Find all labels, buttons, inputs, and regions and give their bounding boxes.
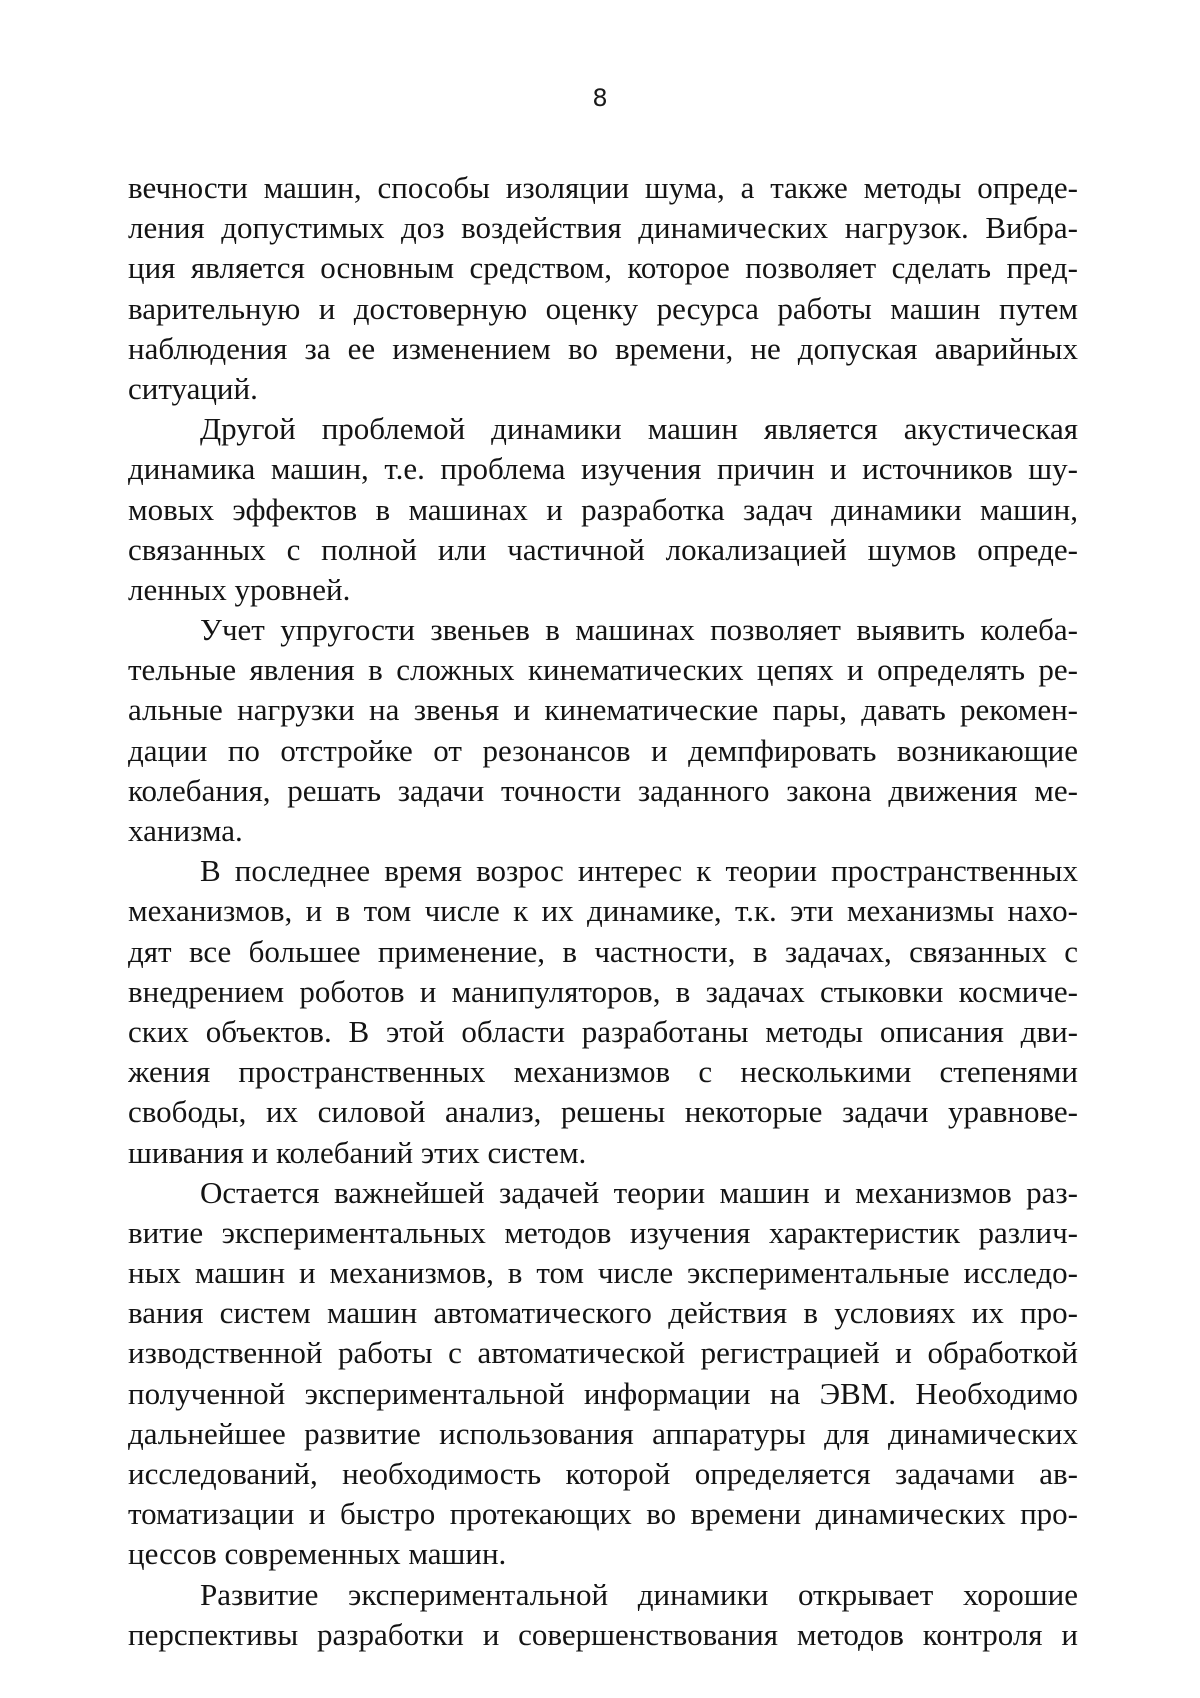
text-line: мовых эффектов в машинах и разработка задач динамики машин,	[128, 491, 1078, 527]
text-line: варительную и достоверную оценку ресурса работы машин путем	[128, 290, 1078, 326]
body-text	[128, 168, 1078, 1655]
text-line: вания систем машин автоматического действия в условиях их про-	[128, 1295, 1078, 1331]
text-line: дации по отстройке от резонансов и демпфировать возникающие	[128, 732, 1078, 768]
text-line: исследований, необходимость которой определяется задачами ав-	[128, 1456, 1078, 1491]
text-line: Остается важнейшей задачей теории машин и механизмов раз-	[200, 1174, 1078, 1210]
text-line: шивания и колебаний этих систем.	[128, 1134, 587, 1170]
text-line: ситуаций.	[128, 370, 258, 406]
text-line: изводственной работы с автоматической регистрацией и обработкой	[128, 1335, 1078, 1371]
text-line: ных машин и механизмов, в том числе экспериментальные исследо-	[128, 1255, 1078, 1291]
text-line: свободы, их силовой анализ, решены некоторые задачи уравнове-	[128, 1094, 1078, 1130]
text-line: витие экспериментальных методов изучения характеристик различ-	[128, 1214, 1078, 1250]
text-line: Учет упругости звеньев в машинах позволяет выявить колеба-	[200, 612, 1078, 648]
text-line: перспективы разработки и совершенствования методов контроля и	[128, 1616, 1078, 1652]
text-line: дят все большее применение, в частности, в задачах, связанных с	[128, 933, 1078, 969]
text-line: Другой проблемой динамики машин является акустическая	[200, 411, 1078, 447]
text-line: тельные явления в сложных кинематических цепях и определять ре-	[128, 652, 1078, 688]
text-line: жения пространственных механизмов с несколькими степенями	[128, 1054, 1078, 1090]
text-line: ханизма.	[128, 813, 243, 848]
text-line: колебания, решать задачи точности заданного закона движения ме-	[128, 772, 1078, 808]
text-line: наблюдения за ее изменением во времени, не допуская аварийных	[128, 330, 1078, 366]
text-line: дальнейшее развитие использования аппаратуры для динамических	[128, 1415, 1078, 1451]
text-line: Развитие экспериментальной динамики открывает хорошие	[200, 1576, 1078, 1612]
text-line: ления допустимых доз воздействия динамических нагрузок. Вибра-	[128, 210, 1078, 246]
text-line: динамика машин, т.е. проблема изучения причин и источников шу-	[128, 451, 1078, 487]
page-number: 8	[592, 84, 608, 112]
text-line: механизмов, и в том числе к их динамике, т.к. эти механизмы нахо-	[128, 893, 1078, 929]
text-line: полученной экспериментальной информации на ЭВМ. Необходимо	[128, 1375, 1078, 1411]
text-line: ция является основным средством, которое позволяет сделать пред-	[128, 250, 1078, 286]
text-line: вечности машин, способы изоляции шума, а также методы опреде-	[128, 170, 1078, 205]
text-line: В последнее время возрос интерес к теории пространственных	[200, 853, 1078, 889]
text-line: томатизации и быстро протекающих во времени динамических про-	[128, 1496, 1078, 1532]
text-line: альные нагрузки на звенья и кинематические пары, давать рекомен-	[128, 692, 1078, 728]
text-line: внедрением роботов и манипуляторов, в задачах стыковки космиче-	[128, 973, 1078, 1009]
text-line: ских объектов. В этой области разработаны методы описания дви-	[128, 1013, 1078, 1049]
text-line: ленных уровней.	[128, 571, 351, 607]
text-line: связанных с полной или частичной локализацией шумов опреде-	[128, 531, 1078, 567]
text-line: цессов современных машин.	[128, 1536, 507, 1572]
